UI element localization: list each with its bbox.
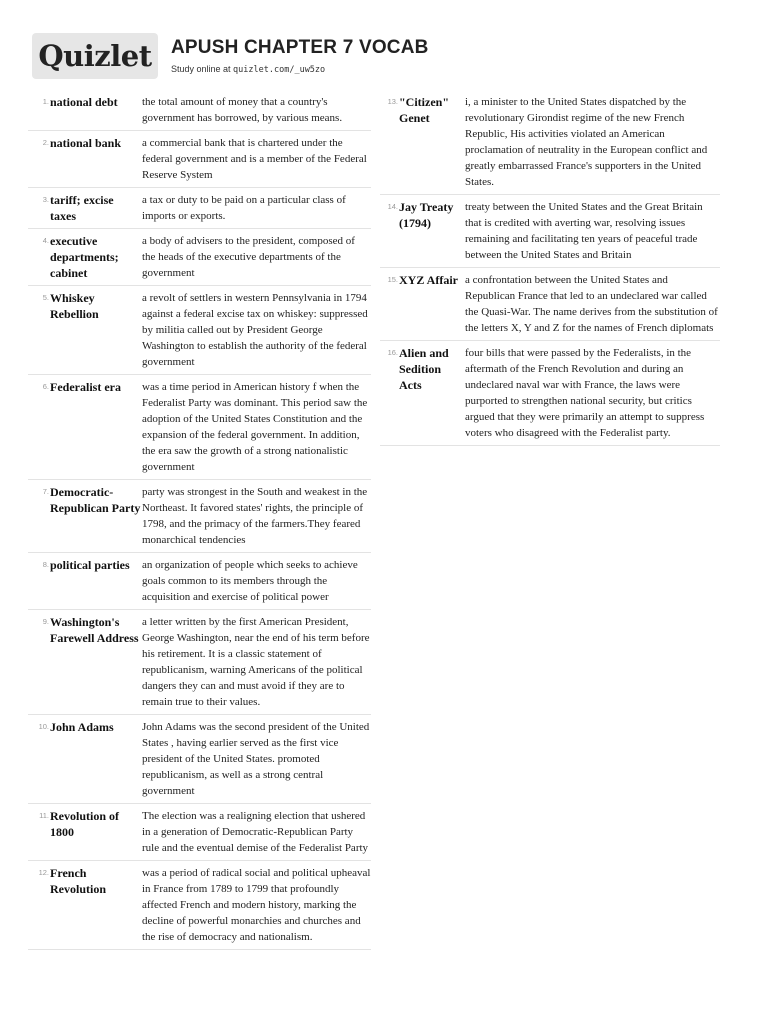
term-entry [380, 90, 720, 195]
page-header [32, 33, 736, 81]
term-word: "Citizen" Genet [399, 95, 449, 125]
term-word: Jay Treaty (1794) [399, 200, 454, 230]
term-entry [380, 195, 720, 268]
term-entry [28, 715, 371, 804]
term-number: 11. [39, 811, 49, 820]
term-definition: four bills that were passed by the Federalists, in the aftermath of the French Revolution and during an undeclared naval war with France, the laws were purported to strengthen national security, but critics argued that they were primarily an attempt to suppress voters who disagreed with the Federalist party. [465, 347, 705, 439]
term-number: 3. [42, 195, 49, 204]
term-word: Washington's Farewell Address [50, 615, 139, 645]
term-number: 5. [42, 293, 49, 302]
left-term-column [28, 90, 371, 950]
term-entry [28, 610, 371, 715]
term-definition: treaty between the United States and the Great Britain that is credited with averting war, resolving issues remaining and facilitating ten years of peaceful trade between the United States and Britain [465, 201, 703, 261]
title-block [171, 37, 429, 76]
term-number: 10. [38, 722, 49, 731]
term-number: 13. [387, 97, 398, 106]
term-word: Federalist era [50, 380, 121, 394]
term-definition: party was strongest in the South and weakest in the Northeast. It favored states' rights, the principle of 1798, and the primacy of the farmers.They feared monarchical tendencies [142, 486, 368, 546]
term-word: tariff; excise taxes [50, 193, 114, 223]
term-number: 6. [42, 382, 49, 391]
term-word: Alien and Sedition Acts [399, 346, 449, 392]
term-entry [28, 90, 371, 131]
term-entry [28, 131, 371, 188]
term-definition: an organization of people which seeks to achieve goals common to its members through the acquisition and exercise of political power [142, 559, 358, 603]
term-number: 9. [42, 617, 49, 626]
term-entry [28, 375, 371, 480]
term-definition: a letter written by the first American President, George Washington, near the end of his term before his retirement. It is a classic statement of republicanism, warning Americans of the political dangers they can and must avoid if they are to remain true to their values. [142, 616, 370, 708]
right-term-column [380, 90, 720, 446]
term-word: national bank [50, 136, 122, 150]
term-number: 16. [387, 348, 398, 357]
term-number: 14. [387, 202, 398, 211]
term-number: 15. [387, 275, 398, 284]
term-number: 2. [42, 138, 49, 147]
study-prefix: Study online at [171, 64, 234, 74]
term-word: executive departments; cabinet [50, 234, 119, 280]
term-definition: a commercial bank that is chartered under the federal government and is a member of the Federal Reserve System [142, 137, 367, 181]
term-number: 7. [42, 487, 49, 496]
term-number: 1. [42, 97, 49, 106]
term-word: French Revolution [50, 866, 107, 896]
term-entry [28, 480, 371, 553]
term-word: Whiskey Rebellion [50, 291, 99, 321]
document-title: APUSH CHAPTER 7 VOCAB [171, 37, 429, 58]
term-word: Democratic-Republican Party [50, 485, 141, 515]
study-online-line [171, 64, 429, 76]
term-entry [380, 268, 720, 341]
term-word: John Adams [50, 720, 114, 734]
term-definition: the total amount of money that a country's government has borrowed, by various means. [142, 96, 343, 124]
term-definition: was a time period in American history f when the Federalist Party was dominant. This period saw the adoption of the United States Constitution and the expansion of the federal government. In addition, the era saw the growth of a strong nationalistic government [142, 381, 368, 473]
term-entry [28, 188, 371, 229]
term-entry [28, 804, 371, 861]
term-entry [380, 341, 720, 446]
term-word: Revolution of 1800 [50, 809, 119, 839]
term-word: XYZ Affair [399, 273, 458, 287]
term-definition: a revolt of settlers in western Pennsylvania in 1794 against a federal excise tax on whiskey: suppressed by militia called out by President George Washington to establish the authority of the federal government [142, 292, 368, 368]
term-number: 8. [42, 560, 49, 569]
term-entry [28, 229, 371, 286]
term-entry [28, 861, 371, 950]
term-word: national debt [50, 95, 118, 109]
term-definition: John Adams was the second president of the United States , having earlier served as the first vice president of the United States. promoted republicanism, as well as a strong central government [142, 721, 370, 797]
term-definition: i, a minister to the United States dispatched by the revolutionary Girondist regime of the new French Republic, His activities violated an American proclamation of neutrality in the European conflict and greatly embarrassed France's supporters in the United States. [465, 96, 708, 188]
term-word: political parties [50, 558, 130, 572]
term-number: 4. [42, 236, 49, 245]
term-entry [28, 286, 371, 375]
term-entry [28, 553, 371, 610]
term-number: 12. [38, 868, 49, 877]
study-url-link[interactable]: quizlet.com/_uw5zo [233, 65, 326, 75]
term-definition: a confrontation between the United States and Republican France that led to an undeclared war called the Quasi-War. The name derives from the substitution of the letters X, Y and Z for the names of French diplomats [465, 274, 718, 334]
term-definition: was a period of radical social and political upheaval in France from 1789 to 1799 that profoundly affected French and modern history, marking the decline of powerful monarchies and churches and the rise of democracy and nationalism. [142, 867, 371, 943]
term-definition: a tax or duty to be paid on a particular class of imports or exports. [142, 194, 346, 222]
quizlet-logo[interactable]: Quizlet [32, 33, 158, 79]
term-definition: The election was a realigning election that ushered in a generation of Democratic-Republican Party rule and the eventual demise of the Federalist Party [142, 810, 369, 854]
term-definition: a body of advisers to the president, composed of the heads of the executive departments of the government [142, 235, 355, 279]
